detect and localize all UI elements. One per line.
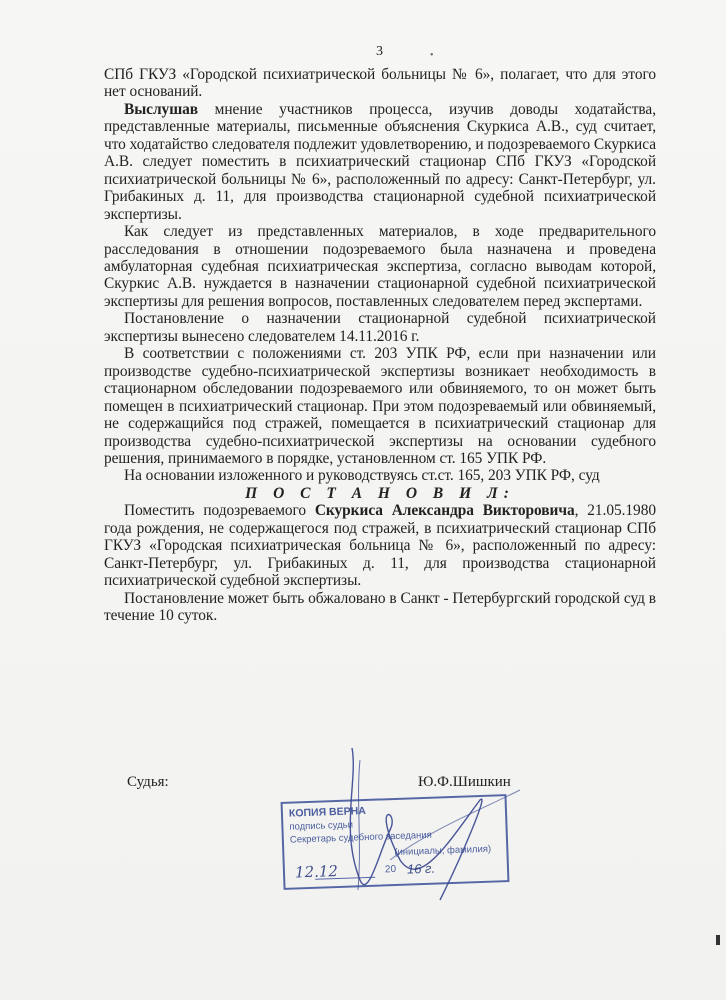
- stamp-line-1: КОПИЯ ВЕРНА: [288, 805, 367, 820]
- stamp-line-4: (инициалы, фамилия): [394, 843, 492, 859]
- stamp-year-handwritten: 16 г.: [406, 860, 436, 877]
- paragraph-5: В соответствии с положениями ст. 203 УПК РФ, если при назначении или производстве судебно-психиатрической экспертизы возникает необходимость в стационарном обследовании подозреваемого или обвиняемого, то он может быть помещен в психиатрический стационар. При этом подозреваемый или обвиняемый, не содержащийся под стражей, помещается в психиатрический стационар для производства судебно-психиатрической экспертизы на основании судебного решения, принимаемого в порядке, установленном ст. 165 УПК РФ.: [104, 345, 656, 467]
- stamp-date-handwritten: 12.12: [294, 862, 339, 882]
- stamp-line-3: Секретарь судебного заседания: [289, 829, 432, 846]
- scan-mark: [716, 935, 720, 945]
- paragraph-4: Постановление о назначении стационарной судебной психиатрической экспертизы вынесено следователем 14.11.2016 г.: [104, 310, 656, 345]
- paragraph-6: На основании изложенного и руководствуясь ст.ст. 165, 203 УПК РФ, суд: [124, 467, 600, 485]
- paragraph-7-pre: Поместить подозреваемого: [124, 502, 315, 520]
- judge-name: Ю.Ф.Шишкин: [418, 774, 511, 790]
- defendant-name: Скуркиса Александра Викторовича: [314, 502, 575, 520]
- paragraph-2-lead: Выслушав: [124, 100, 199, 118]
- page-number: 3: [376, 44, 383, 59]
- resolution-heading: П О С Т А Н О В И Л:: [245, 484, 515, 502]
- paragraph-7-text: , 21.05.1980 года рождения, не содержащегося под стражей, в психиатрический стационар СПб ГКУЗ «Городская психиатрическая больница № 6», расположенный по адресу: Санкт-Петербург, ул. Грибакиных д. 11, для производства стационарной психиатрической судебной экспертизы.: [104, 502, 656, 590]
- document-body: [104, 66, 656, 625]
- paragraph-1: СПб ГКУЗ «Городской психиатрической больницы № 6», полагает, что для этого нет оснований.: [104, 66, 656, 101]
- paragraph-3: Как следует из представленных материалов, в ходе предварительного расследования в отношении подозреваемого была назначена и проведена амбулаторная судебная психиатрическая экспертиза, согласно выводам которой, Скуркис А.В. нуждается в назначении стационарной судебной психиатрической экспертизы для решения вопросов, поставленных следователем перед экспертами.: [104, 223, 656, 310]
- paragraph-2-text: мнение участников процесса, изучив доводы ходатайства, представленные материалы, письменные объяснения Скуркиса А.В., суд считает, что ходатайство следователя подлежит удовлетворению, и подозреваемого Скуркиса А.В. следует поместить в психиатрический стационар СПб ГКУЗ «Городской психиатрической больницы № 6», расположенный по адресу: Санкт-Петербург, ул. Грибакиных д. 11, для производства стационарной судебной психиатрической экспертизы.: [104, 100, 656, 223]
- paragraph-7: [104, 502, 656, 589]
- paragraph-8: Постановление может быть обжаловано в Санкт - Петербургский городской суд в течение 10 суток.: [104, 589, 656, 625]
- judge-label: Судья:: [127, 774, 169, 790]
- stamp-line-2: подпись судьи: [289, 819, 354, 833]
- stamp-year-printed: 20: [384, 863, 397, 876]
- paragraph-2: [104, 101, 656, 223]
- scan-dot: •: [430, 50, 434, 61]
- copy-certification-stamp: [281, 794, 510, 890]
